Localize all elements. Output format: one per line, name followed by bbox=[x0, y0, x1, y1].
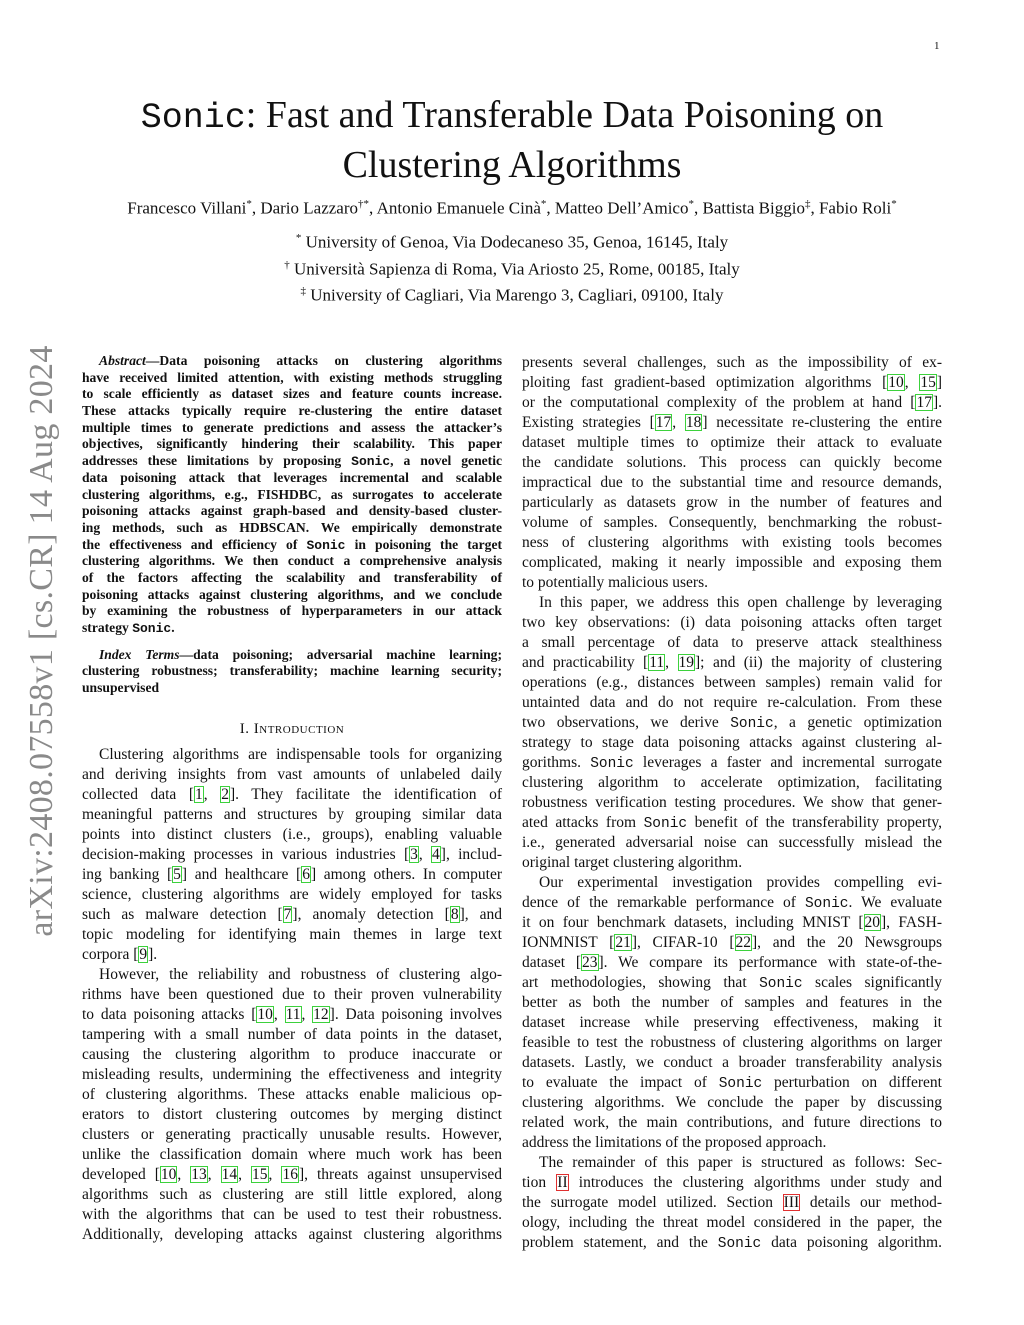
paragraph bbox=[82, 965, 502, 1245]
text-line: dataset multiple times to optimize their attack to evaluate bbox=[522, 434, 942, 451]
text-line: better as both the number of samples and features in the bbox=[522, 994, 942, 1011]
section-heading: I. Introduction bbox=[239, 720, 345, 737]
text-line: erators to distort clustering outcomes by merging distinct bbox=[82, 1105, 502, 1123]
text-line: robustness verification testing procedures. We show that gener- bbox=[522, 794, 942, 811]
text-line: a small percentage of data to preserve attack stealthiness bbox=[522, 634, 942, 651]
affiliation: ‡ University of Cagliari, Via Marengo 3, Cagliari, 09100, Italy bbox=[300, 285, 724, 305]
text-line: datasets. Lastly, we conduct a broader transferability analysis bbox=[522, 1054, 942, 1071]
text-line: address the limitations of the proposed approach. bbox=[522, 1134, 827, 1151]
citation-link[interactable]: 20 bbox=[864, 914, 881, 931]
text-line: poisoning attacks against graph-based and density-based cluster- bbox=[82, 503, 502, 519]
text-line: to scale efficiently as dataset sizes and feature counts increase. bbox=[82, 386, 502, 402]
text-line: of clustering algorithms. These attacks enable malicious op- bbox=[82, 1085, 502, 1103]
text-line: algorithms such as clustering are still little explored, along bbox=[82, 1185, 502, 1203]
citation-link[interactable]: 18 bbox=[685, 414, 702, 431]
citation-link[interactable]: 13 bbox=[191, 1165, 207, 1183]
paragraph bbox=[522, 593, 942, 873]
text-line: strategy to stage data poisoning attacks against clustering al- bbox=[522, 734, 942, 751]
text-line: developed [10, 13, 14, 15, 16], threats against unsupervised bbox=[82, 1165, 503, 1183]
text-line: tampering with a small number of data points in the dataset, bbox=[82, 1025, 502, 1043]
text-line: feasible to test the robustness of clustering algorithms on larger bbox=[522, 1034, 942, 1051]
text-line: clustering robustness; transferability; machine learning security; bbox=[82, 663, 502, 679]
text-line: it on four benchmark datasets, including MNIST [20], FASH- bbox=[522, 914, 942, 931]
system-name: Sonic bbox=[590, 756, 634, 772]
text-line: ology, including the threat model considered in the paper, the bbox=[522, 1214, 942, 1231]
right-body-text bbox=[522, 353, 942, 1253]
text-line: and deriving insights from vast amounts of unlabeled daily bbox=[82, 765, 502, 783]
citation-link[interactable]: 16 bbox=[282, 1165, 298, 1183]
text-line: clustering algorithms, e.g., FISHDBC, as surrogates to accelerate bbox=[82, 486, 502, 502]
system-name: Sonic bbox=[717, 1236, 762, 1252]
section-link[interactable]: II bbox=[557, 1174, 568, 1191]
text-line: gorithms. Sonic leverages a faster and incremental surrogate bbox=[522, 754, 942, 772]
system-name: Sonic bbox=[306, 537, 346, 553]
citation-link[interactable]: 8 bbox=[450, 905, 459, 923]
text-line: particularly as datasets grow in the number of features and bbox=[522, 494, 942, 511]
text-line: volume of samples. Consequently, benchmarking the robust- bbox=[522, 514, 942, 531]
text-line: dataset increase while preserving effectiveness, making it bbox=[522, 1014, 942, 1031]
text-line: art methodologies, showing that Sonic scales significantly bbox=[522, 974, 942, 992]
text-line: i.e., generated adversarial noise can successfully mislead the bbox=[522, 834, 942, 851]
text-line: unsupervised bbox=[82, 680, 160, 696]
text-line: two key observations: (i) data poisoning attacks often target bbox=[522, 614, 942, 631]
paragraph bbox=[522, 1153, 942, 1253]
text-line: clustering algorithms. We then conduct a comprehensive analysis bbox=[82, 553, 502, 569]
citation-link[interactable]: 5 bbox=[173, 865, 181, 883]
left-column bbox=[82, 353, 502, 1245]
citation-link[interactable]: 10 bbox=[257, 1005, 273, 1023]
citation-link[interactable]: 7 bbox=[283, 905, 292, 923]
text-line: clustering algorithms. We conclude the paper by discussing bbox=[522, 1094, 942, 1111]
text-line: data poisoning attack that leverages incremental and scalable bbox=[82, 469, 502, 485]
citation-link[interactable]: 2 bbox=[221, 785, 229, 803]
citation-link[interactable]: 9 bbox=[139, 945, 148, 963]
index-terms-line bbox=[82, 647, 502, 664]
paragraph bbox=[522, 353, 942, 593]
text-line: Clustering algorithms are indispensable tools for organizing bbox=[99, 745, 502, 763]
affiliations bbox=[0, 227, 1024, 307]
index-terms bbox=[82, 647, 502, 697]
text-line: impractical due to the substantial time and resource demands, bbox=[522, 474, 942, 491]
text-line: addresses these limitations by proposing Sonic, a novel genetic bbox=[82, 453, 502, 470]
text-line: unlike the classification domain where much work has been bbox=[82, 1145, 502, 1163]
text-line: poisoning attacks against clustering algorithms, and we conclude bbox=[82, 586, 502, 602]
text-line: strategy Sonic. bbox=[82, 620, 175, 636]
paragraph bbox=[522, 873, 942, 1153]
section-link[interactable]: III bbox=[783, 1194, 800, 1211]
text-line: complicated, making it nearly impossible and exposing them bbox=[522, 554, 942, 571]
text-line: presents several challenges, such as the impossibility of ex- bbox=[522, 354, 942, 371]
text-line: problem statement, and the Sonic data poisoning algorithm. bbox=[522, 1234, 942, 1252]
citation-link[interactable]: 1 bbox=[195, 785, 203, 803]
system-name: Sonic bbox=[730, 716, 774, 732]
text-line: science, clustering algorithms are widely employed for tasks bbox=[82, 885, 502, 903]
right-column bbox=[522, 353, 942, 1253]
system-name: Sonic bbox=[132, 621, 172, 636]
citation-link[interactable]: 14 bbox=[221, 1165, 238, 1183]
citation-link[interactable]: 10 bbox=[888, 374, 904, 391]
text-line: ness of clustering algorithms with existing tools becomes bbox=[522, 534, 942, 551]
citation-link[interactable]: 19 bbox=[678, 654, 695, 671]
text-line: decision-making processes in various industries [3, 4], includ- bbox=[82, 845, 503, 863]
text-line: Existing strategies [17, 18] necessitate re-clustering the entire bbox=[522, 414, 943, 431]
system-name: Sonic bbox=[718, 1076, 763, 1092]
text-line: operations (e.g., distances between samples) remain valid for bbox=[522, 674, 942, 691]
text-line: objectives, significantly hindering their scalability. This paper bbox=[82, 436, 502, 452]
text-line: rithms have been questioned due to their proven vulnerability bbox=[82, 985, 502, 1003]
citation-link[interactable]: 4 bbox=[432, 845, 440, 863]
citation-link[interactable]: 17 bbox=[916, 394, 932, 411]
text-line: The remainder of this paper is structured as follows: Sec- bbox=[539, 1154, 942, 1171]
title-system-name: Sonic bbox=[140, 98, 246, 138]
citation-link[interactable]: 6 bbox=[302, 865, 310, 883]
arxiv-identifier-stamp: arXiv:2408.07558v1 [cs.CR] 14 Aug 2024 bbox=[23, 345, 60, 937]
text-line: However, the reliability and robustness of clustering algo- bbox=[99, 965, 502, 983]
text-line: clusters or generating practically unusable results. However, bbox=[82, 1125, 502, 1143]
text-line: original target clustering algorithm. bbox=[522, 854, 743, 871]
text-line: or the computational complexity of the problem at hand [17]. bbox=[522, 394, 942, 411]
text-line: dence of the remarkable performance of Sonic. We evaluate bbox=[522, 894, 942, 912]
author-list: Francesco Villani*, Dario Lazzaro†*, Antonio Emanuele Cinà*, Matteo Dell’Amico*, Battista Biggio‡, Fabio Roli* bbox=[127, 198, 897, 218]
affiliation: * University of Genoa, Via Dodecaneso 35, Genoa, 16145, Italy bbox=[295, 232, 729, 252]
text-line: to potentially malicious users. bbox=[522, 574, 708, 591]
text-line: clustering algorithm to accelerate optimization, facilitating bbox=[522, 774, 942, 791]
text-line: meaningful patterns and structures by grouping similar data bbox=[82, 805, 502, 823]
citation-link[interactable]: 23 bbox=[582, 954, 598, 971]
citation-link[interactable]: 15 bbox=[920, 374, 936, 391]
text-line: corpora [9]. bbox=[82, 945, 158, 963]
paragraph bbox=[82, 745, 502, 965]
text-line: Data poisoning attacks on clustering algorithms bbox=[159, 353, 502, 368]
citation-link[interactable]: 22 bbox=[735, 934, 752, 951]
text-line: data poisoning; adversarial machine learning; bbox=[193, 646, 503, 662]
text-line: IONMNIST [21], CIFAR-10 [22], and the 20 Newsgroups bbox=[522, 934, 942, 951]
paper-title bbox=[0, 92, 1024, 189]
text-line: ploiting fast gradient-based optimization algorithms [10, 15] bbox=[522, 374, 942, 391]
citation-link[interactable]: 15 bbox=[252, 1165, 268, 1183]
text-line: have received limited attention, with existing methods struggling bbox=[82, 369, 502, 385]
text-line: dataset [23]. We compare its performance with state-of-the- bbox=[522, 954, 942, 971]
affiliation: † Università Sapienza di Roma, Via Ariosto 25, Rome, 00185, Italy bbox=[284, 258, 740, 279]
text-line: the surrogate model utilized. Section III details our method- bbox=[522, 1194, 943, 1211]
text-line: points into distinct clusters (i.e., groups), enabling valuable bbox=[82, 825, 502, 843]
system-name: Sonic bbox=[351, 454, 391, 470]
text-line: multiple times to generate predictions and assess the attacker’s bbox=[82, 419, 502, 435]
abstract bbox=[82, 353, 502, 637]
citation-link[interactable]: 11 bbox=[649, 654, 665, 671]
left-body-text bbox=[82, 745, 502, 1245]
text-line: of the factors affecting the scalability and transferability of bbox=[82, 569, 502, 585]
index-terms-label: Index Terms— bbox=[99, 646, 194, 662]
citation-link[interactable]: 12 bbox=[313, 1005, 329, 1023]
page-number: 1 bbox=[934, 40, 940, 52]
text-line: by examining the robustness of hyperparameters in our attack bbox=[82, 603, 502, 619]
text-line: related work, the main contributions, and future directions to bbox=[522, 1114, 942, 1131]
abstract-line bbox=[82, 353, 502, 370]
system-name: Sonic bbox=[643, 816, 688, 832]
text-line: Our experimental investigation provides compelling evi- bbox=[539, 874, 942, 891]
text-line: In this paper, we address this open challenge by leveraging bbox=[539, 594, 942, 611]
citation-link[interactable]: 17 bbox=[655, 414, 672, 431]
text-line: ing banking [5] and healthcare [6] among others. In computer bbox=[82, 865, 502, 883]
text-line: the candidate solutions. This process can quickly become bbox=[522, 454, 942, 471]
text-line: causing the clustering algorithm to produce inaccurate or bbox=[82, 1045, 502, 1063]
text-line: such as malware detection [7], anomaly detection [8], and bbox=[82, 905, 502, 923]
system-name: Sonic bbox=[759, 976, 803, 992]
abstract-label: Abstract— bbox=[99, 353, 160, 368]
citation-link[interactable]: 3 bbox=[410, 845, 418, 863]
text-line: with the algorithms that can be used to test their robustness. bbox=[82, 1205, 502, 1223]
text-line: topic modeling for identifying main themes in large text bbox=[82, 925, 502, 943]
text-line: ated attacks from Sonic benefit of the transferability property, bbox=[522, 814, 942, 832]
title-line-2: Clustering Algorithms bbox=[342, 144, 682, 186]
text-line: to data poisoning attacks [10, 11, 12]. Data poisoning involves bbox=[82, 1005, 503, 1023]
text-line: misleading results, undermining the effectiveness and integrity bbox=[82, 1065, 502, 1083]
text-line: two observations, we derive Sonic, a genetic optimization bbox=[522, 714, 942, 732]
title-line-1: : Fast and Transferable Data Poisoning on bbox=[245, 94, 884, 136]
text-line: collected data [1, 2]. They facilitate the identification of bbox=[82, 785, 503, 803]
text-line: These attacks typically require re-clustering the entire dataset bbox=[82, 403, 502, 419]
citation-link[interactable]: 11 bbox=[285, 1005, 301, 1023]
text-line: untainted data and do not require re-calculation. From these bbox=[522, 694, 942, 711]
text-line: Additionally, developing attacks against clustering algorithms bbox=[82, 1225, 502, 1243]
citation-link[interactable]: 10 bbox=[160, 1165, 177, 1183]
text-line: the effectiveness and efficiency of Sonic in poisoning the target bbox=[82, 536, 502, 553]
text-line: and practicability [11, 19]; and (ii) the majority of clustering bbox=[522, 654, 943, 671]
text-line: to evaluate the impact of Sonic perturbation on different bbox=[522, 1074, 942, 1092]
system-name: Sonic bbox=[804, 896, 849, 912]
citation-link[interactable]: 21 bbox=[615, 934, 631, 951]
text-line: tion II introduces the clustering algorithms under study and bbox=[522, 1174, 942, 1191]
text-line: ing methods, such as HDBSCAN. We empirically demonstrate bbox=[82, 519, 502, 535]
